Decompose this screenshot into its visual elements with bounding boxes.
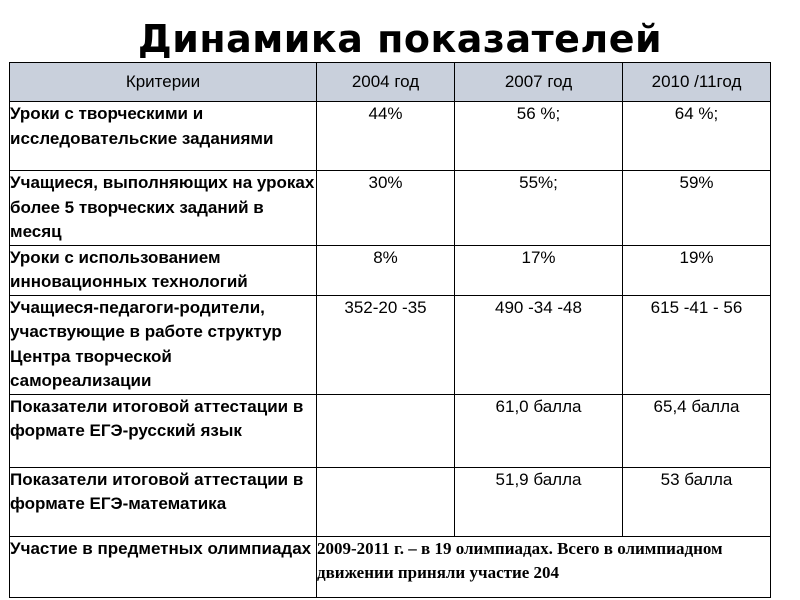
indicators-table [9,62,771,598]
value-2007-cell: 55%; [455,171,623,246]
header-2004: 2004 год [317,63,455,102]
value-2004-cell: 30% [317,171,455,246]
olympiad-merged-cell: 2009-2011 г. – в 19 олимпиадах. Всего в олимпиадном движении приняли участие 204 [317,536,771,597]
value-2007-cell: 17% [455,245,623,295]
criterion-cell: Участие в предметных олимпиадах [10,536,317,597]
value-2007-cell: 490 -34 -48 [455,295,623,394]
value-2010-cell: 65,4 балла [623,394,771,467]
criterion-cell: Показатели итоговой аттестации в формате ЕГЭ-математика [10,467,317,536]
value-2010-cell: 64 %; [623,102,771,171]
criterion-cell: Уроки с творческими и исследовательские заданиями [10,102,317,171]
header-2010: 2010 /11год [623,63,771,102]
table-row [10,394,771,467]
criterion-cell: Учащиеся, выполняющих на уроках более 5 творческих заданий в месяц [10,171,317,246]
header-criteria: Критерии [10,63,317,102]
table-row [10,245,771,295]
table-row [10,171,771,246]
criterion-cell: Уроки с использованием инновационных технологий [10,245,317,295]
table-header-row [10,63,771,102]
value-2010-cell: 53 балла [623,467,771,536]
value-2007-cell: 61,0 балла [455,394,623,467]
value-2010-cell: 19% [623,245,771,295]
value-2004-cell: 352-20 -35 [317,295,455,394]
value-2007-cell: 56 %; [455,102,623,171]
value-2004-cell [317,467,455,536]
value-2010-cell: 615 -41 - 56 [623,295,771,394]
value-2007-cell: 51,9 балла [455,467,623,536]
criterion-cell: Показатели итоговой аттестации в формате ЕГЭ-русский язык [10,394,317,467]
criterion-cell: Учащиеся-педагоги-родители, участвующие в работе структур Центра творческой самореализации [10,295,317,394]
table-row [10,102,771,171]
table-row [10,536,771,597]
header-2007: 2007 год [455,63,623,102]
value-2004-cell [317,394,455,467]
value-2004-cell: 8% [317,245,455,295]
page-title: Динамика показателей [137,17,663,61]
value-2010-cell: 59% [623,171,771,246]
table-row [10,295,771,394]
table-row [10,467,771,536]
value-2004-cell: 44% [317,102,455,171]
